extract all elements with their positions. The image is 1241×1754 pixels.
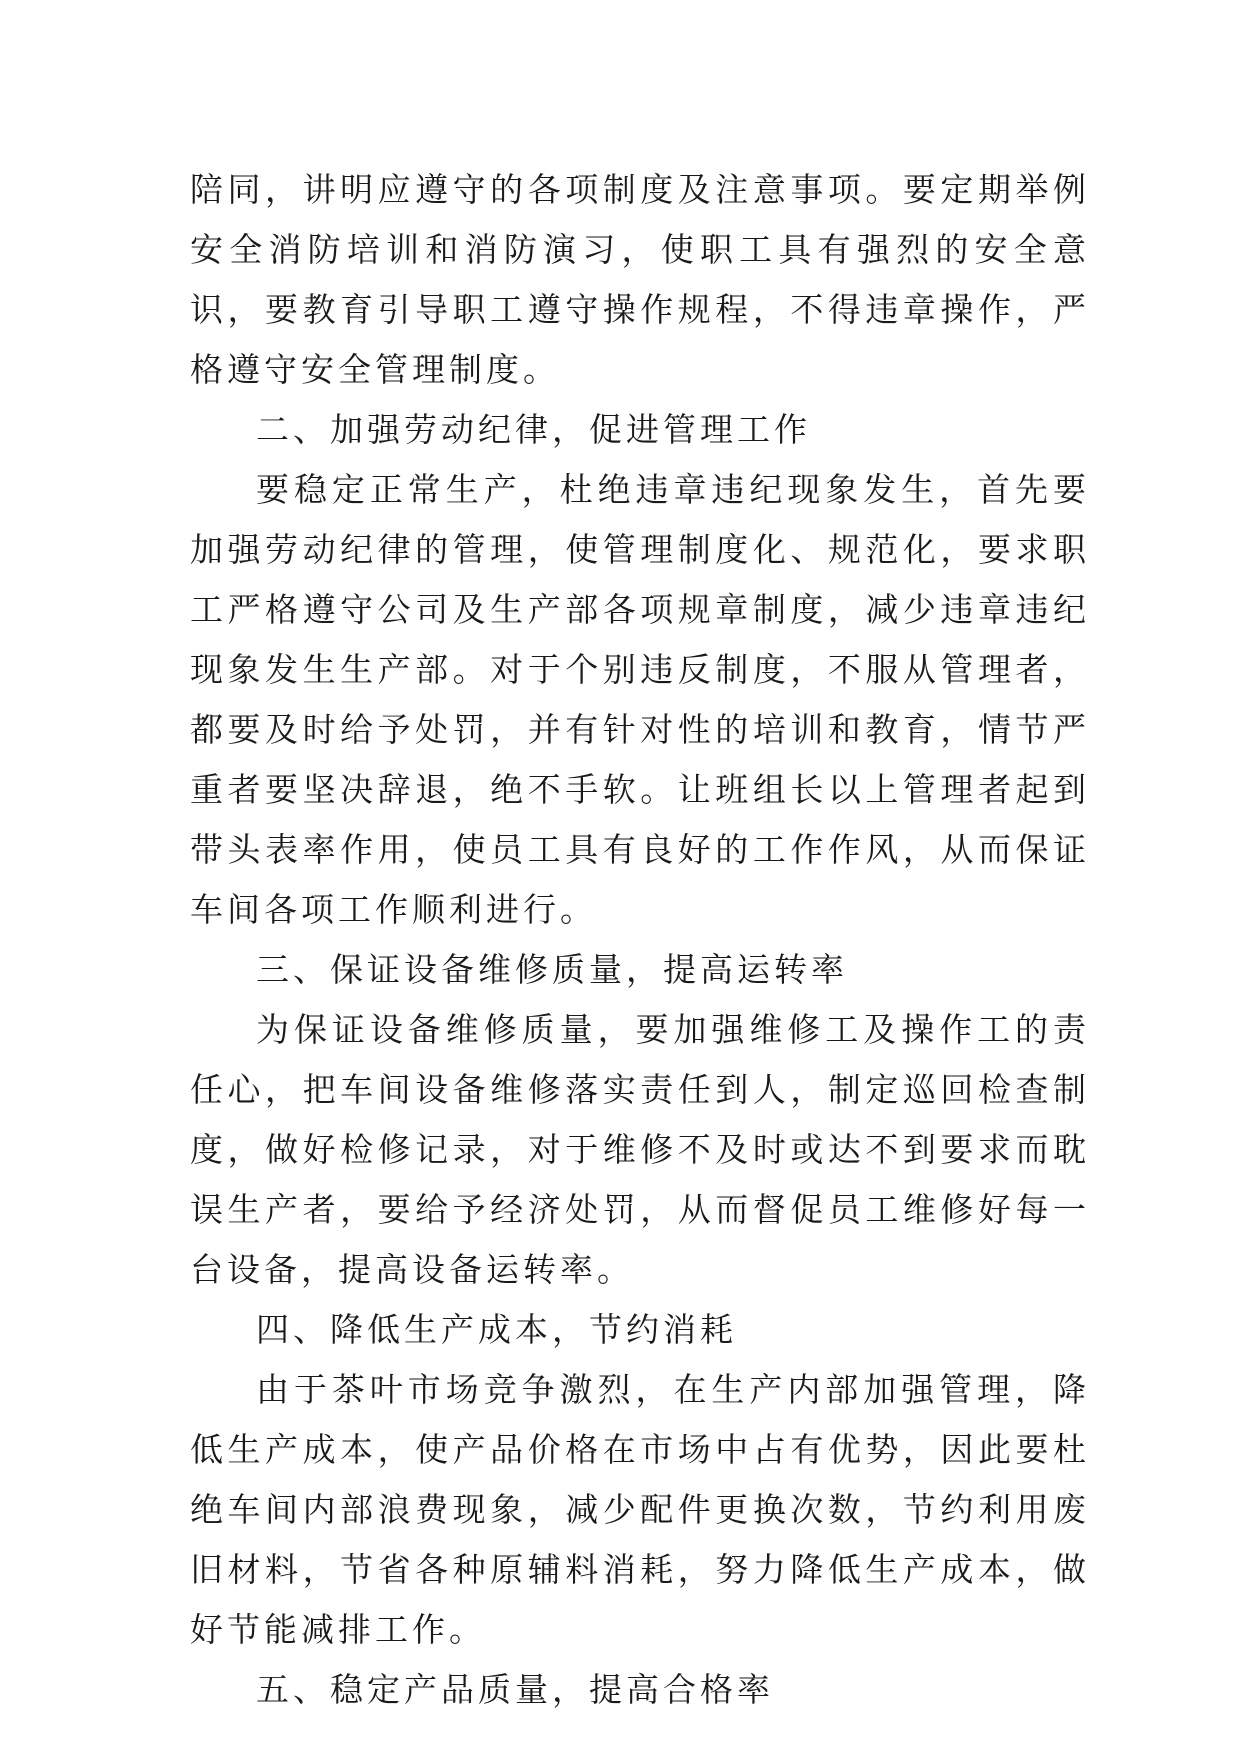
section-heading: 二、加强劳动纪律，促进管理工作 — [256, 410, 811, 449]
body-paragraph: 要稳定正常生产，杜绝违章违纪现象发生，首先要加强劳动纪律的管理，使管理制度化、规范化，要求职工严格遵守公司及生产部各项规章制度，减少违章违纪现象发生生产部。对于个别违反制度，不服从管理者，都要及时给予处罚，并有针对性的培训和教育，情节严重者要坚决辞退，绝不手软。让班组长以上管理者起到带头表率作用，使员工具有良好的工作作风，从而保证车间各项工作顺利进行。 — [190, 470, 1090, 929]
body-paragraph: 由于茶叶市场竞争激烈，在生产内部加强管理，降低生产成本，使产品价格在市场中占有优势，因此要杜绝车间内部浪费现象，减少配件更换次数，节约利用废旧材料，节省各种原辅料消耗，努力降低生产成本，做好节能减排工作。 — [190, 1370, 1090, 1649]
body-paragraph: 陪同，讲明应遵守的各项制度及注意事项。要定期举例安全消防培训和消防演习，使职工具有强烈的安全意识，要教育引导职工遵守操作规程，不得违章操作，严格遵守安全管理制度。 — [190, 170, 1090, 389]
section-heading: 四、降低生产成本，节约消耗 — [256, 1310, 737, 1349]
body-paragraph: 为保证设备维修质量，要加强维修工及操作工的责任心，把车间设备维修落实责任到人，制定巡回检查制度，做好检修记录，对于维修不及时或达不到要求而耽误生产者，要给予经济处罚，从而督促员工维修好每一台设备，提高设备运转率。 — [190, 1010, 1090, 1289]
section-heading: 三、保证设备维修质量，提高运转率 — [256, 950, 848, 989]
section-heading: 五、稳定产品质量，提高合格率 — [256, 1670, 774, 1709]
document-body — [190, 160, 1090, 1720]
